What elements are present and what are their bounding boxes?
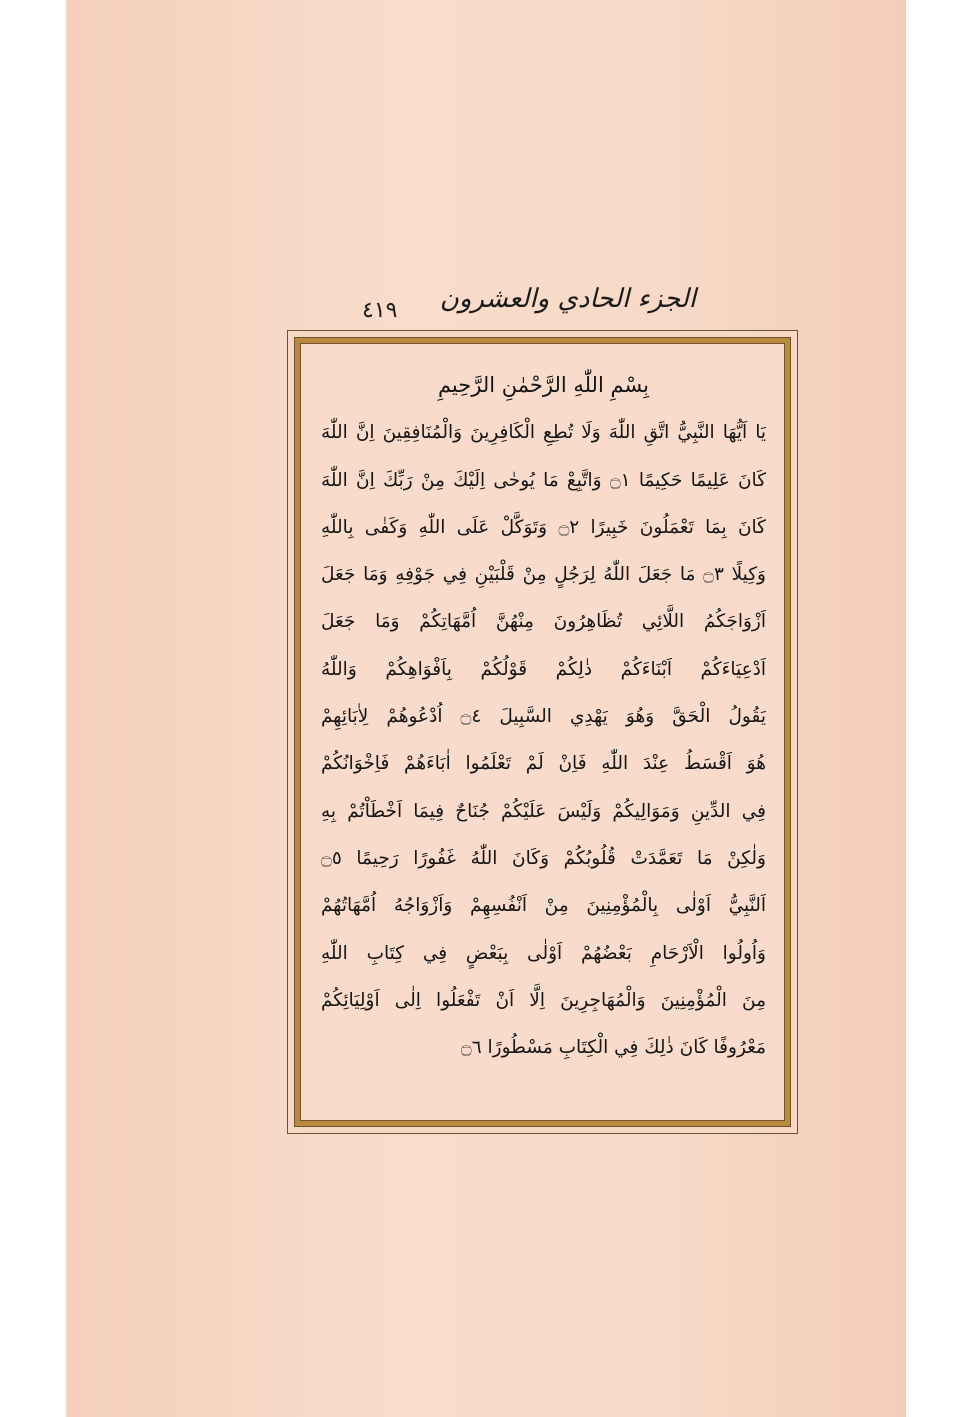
text-line: اَدْعِيَاءَكُمْ اَبْنَاءَكُمْ ذٰلِكُمْ قَوْلُكُمْ بِاَفْوَاهِكُمْ وَاللّٰهُ xyxy=(321,658,766,680)
juz-title: الجزء الحادي والعشرون xyxy=(439,284,696,314)
scan-margin-right xyxy=(906,0,974,1417)
text-line: وَكِيلًا ۝٣ مَا جَعَلَ اللّٰهُ لِرَجُلٍ مِنْ قَلْبَيْنِ فِي جَوْفِهِ وَمَا جَعَلَ xyxy=(321,564,766,586)
text-line: يَا اَيُّهَا النَّبِيُّ اتَّقِ اللّٰهَ وَلَا تُطِعِ الْكَافِرِينَ وَالْمُنَافِقِينَ اِنَّ اللّٰهَ xyxy=(321,422,766,444)
text-line: فِي الدِّينِ وَمَوَالِيكُمْ وَلَيْسَ عَلَيْكُمْ جُنَاحٌ فِيمَا اَخْطَاْتُمْ بِهِ xyxy=(321,800,766,822)
text-line: اَزْوَاجَكُمُ اللَّائِي تُظَاهِرُونَ مِنْهُنَّ اُمَّهَاتِكُمْ وَمَا جَعَلَ xyxy=(321,611,766,633)
text-frame xyxy=(287,330,798,1134)
text-line: وَاُولُوا الْاَرْحَامِ بَعْضُهُمْ اَوْلٰى بِبَعْضٍ فِي كِتَابِ اللّٰهِ xyxy=(321,942,766,964)
text-line: كَانَ بِمَا تَعْمَلُونَ خَبِيرًا ۝٢ وَتَوَكَّلْ عَلَى اللّٰهِ وَكَفٰى بِاللّٰهِ xyxy=(321,516,766,538)
basmala-line: بِسْمِ اللّٰهِ الرَّحْمٰنِ الرَّحِيمِ xyxy=(437,373,650,397)
text-line: وَلٰكِنْ مَا تَعَمَّدَتْ قُلُوبُكُمْ وَكَانَ اللّٰهُ غَفُورًا رَحِيمًا ۝٥ xyxy=(321,847,766,869)
text-line: مَعْرُوفًا كَانَ ذٰلِكَ فِي الْكِتَابِ مَسْطُورًا ۝٦ xyxy=(460,1037,766,1059)
scan-margin-left xyxy=(0,0,66,1417)
text-line: يَقُولُ الْحَقَّ وَهُوَ يَهْدِي السَّبِيلَ ۝٤ اُدْعُوهُمْ لِاٰبَائِهِمْ xyxy=(321,706,766,728)
text-line: كَانَ عَلِيمًا حَكِيمًا ۝١ وَاتَّبِعْ مَا يُوحٰى اِلَيْكَ مِنْ رَبِّكَ اِنَّ اللّٰهَ xyxy=(321,469,766,491)
text-line: اَلنَّبِيُّ اَوْلٰى بِالْمُؤْمِنِينَ مِنْ اَنْفُسِهِمْ وَاَزْوَاجُهُ اُمَّهَاتُهُمْ xyxy=(321,895,766,917)
page-number: ٤١٩ xyxy=(362,298,398,323)
verse-text-block xyxy=(321,362,766,1102)
text-line: هُوَ اَقْسَطُ عِنْدَ اللّٰهِ فَاِنْ لَمْ تَعْلَمُوا اٰبَاءَهُمْ فَاِخْوَانُكُمْ xyxy=(321,753,766,775)
text-line: مِنَ الْمُؤْمِنِينَ وَالْمُهَاجِرِينَ اِلَّا اَنْ تَفْعَلُوا اِلٰى اَوْلِيَائِكُمْ xyxy=(321,989,766,1011)
text-panel xyxy=(300,343,785,1121)
